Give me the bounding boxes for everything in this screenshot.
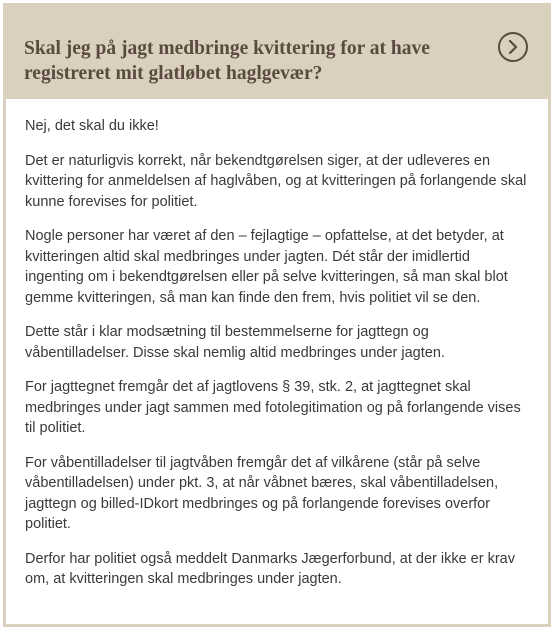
chevron-right-circle-icon[interactable] (498, 32, 528, 62)
faq-answer (6, 99, 548, 590)
faq-panel (3, 3, 551, 627)
faq-question: Skal jeg på jagt medbringe kvittering for at have registreret mit glatløbet haglgevær? (24, 38, 430, 84)
faq-header[interactable] (6, 6, 548, 99)
answer-paragraph: Derfor har politiet også meddelt Danmarks Jægerforbund, at der ikke er krav om, at kvitteringen skal medbringes under jagten. (25, 550, 515, 587)
answer-paragraph: For våbentilladelser til jagtvåben fremgår det af vilkårene (står på selve våbentilladelsen) under pkt. 3, at når våbnet bæres, skal våbentilladelsen, jagttegn og billed-IDkort medbringes og på forlangende forevises overfor politiet. (25, 454, 499, 532)
answer-paragraph: Nogle personer har været af den – fejlagtige – opfattelse, at det betyder, at kvitteringen altid skal medbringes under jagten. Dét står der imidlertid ingenting om i bekendtgørelsen eller på selve kvitteringen, så man skal blot gemme kvitteringen, så man kan finde den frem, hvis politiet vil se den. (25, 228, 508, 306)
answer-paragraph: Nej, det skal du ikke! (25, 118, 159, 134)
answer-paragraph: Dette står i klar modsætning til bestemmelserne for jagttegn og våbentilladelser. Disse skal nemlig altid medbringes under jagten. (25, 324, 445, 361)
answer-paragraph: For jagttegnet fremgår det af jagtlovens § 39, stk. 2, at jagttegnet skal medbringes under jagt sammen med fotolegitimation og på forlangende vises til politiet. (25, 379, 521, 436)
answer-paragraph: Det er naturligvis korrekt, når bekendtgørelsen siger, at der udleveres en kvittering for anmeldelsen af haglvåben, og at kvitteringen på forlangende skal kunne forevises for politiet. (25, 152, 527, 210)
